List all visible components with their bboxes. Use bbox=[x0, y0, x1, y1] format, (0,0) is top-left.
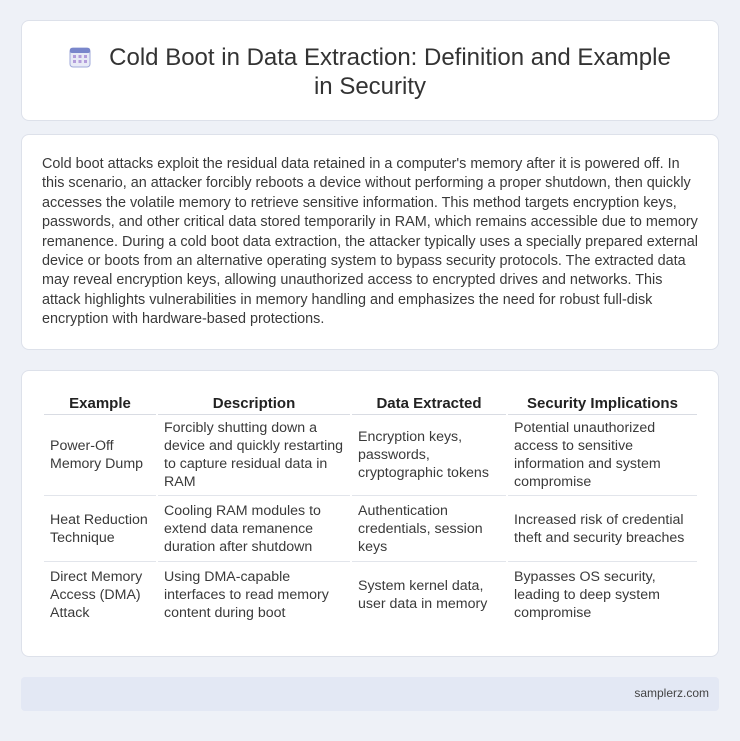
table-row bbox=[44, 562, 697, 627]
table-row bbox=[44, 496, 697, 562]
header-security-implications: Security Implications bbox=[508, 392, 697, 415]
cell-description: Cooling RAM modules to extend data remanence duration after shutdown bbox=[158, 496, 350, 562]
cell-security-implications: Potential unauthorized access to sensitive information and system compromise bbox=[508, 415, 697, 496]
cell-data-extracted: Authentication credentials, session keys bbox=[352, 496, 506, 562]
page-title-text: Cold Boot in Data Extraction: Definition and Example in Security bbox=[109, 44, 671, 100]
examples-table bbox=[42, 392, 699, 627]
cell-description: Using DMA-capable interfaces to read memory content during boot bbox=[164, 568, 329, 621]
cell-description: Forcibly shutting down a device and quickly restarting to capture residual data in RAM bbox=[158, 415, 350, 496]
cell-example: Heat Reduction Technique bbox=[44, 496, 156, 562]
description-text: Cold boot attacks exploit the residual data retained in a computer's memory after it is powered off. In this scenario, an attacker forcibly reboots a device without performing a proper shutdown, then quickly accesses the volatile memory to retrieve sensitive information. This method targets encryption keys, passwords, and other critical data stored temporarily in RAM, which remains accessible due to memory remanence. During a cold boot data extraction, the attacker typically uses a specially prepared external device or boots from an alternative operating system to bypass security protocols. The extracted data may reveal encryption keys, allowing unauthorized access to encrypted drives and networks. This attack highlights vulnerabilities in memory handling and emphasizes the need for robust full-disk encryption with hardware-based protections. bbox=[42, 156, 698, 328]
footer bbox=[21, 677, 719, 711]
cell-security-implications: Increased risk of credential theft and security breaches bbox=[508, 496, 697, 562]
page-title bbox=[22, 43, 718, 101]
table-header-row bbox=[44, 392, 697, 415]
description-card bbox=[21, 134, 719, 350]
table-row bbox=[44, 415, 697, 496]
cell-data-extracted: Encryption keys, passwords, cryptographic tokens bbox=[352, 415, 506, 496]
header-description: Description bbox=[158, 392, 350, 415]
title-card bbox=[21, 20, 719, 121]
cell-security-implications: Bypasses OS security, leading to deep system compromise bbox=[514, 568, 660, 621]
cell-data-extracted: System kernel data, user data in memory bbox=[358, 577, 488, 612]
table-card bbox=[21, 370, 719, 657]
calendar-icon bbox=[69, 46, 91, 68]
footer-site[interactable]: samplerz.com bbox=[634, 686, 709, 700]
header-example: Example bbox=[44, 392, 156, 415]
cell-example: Direct Memory Access (DMA) Attack bbox=[50, 568, 143, 621]
cell-example: Power-Off Memory Dump bbox=[44, 415, 156, 496]
header-data-extracted: Data Extracted bbox=[352, 392, 506, 415]
